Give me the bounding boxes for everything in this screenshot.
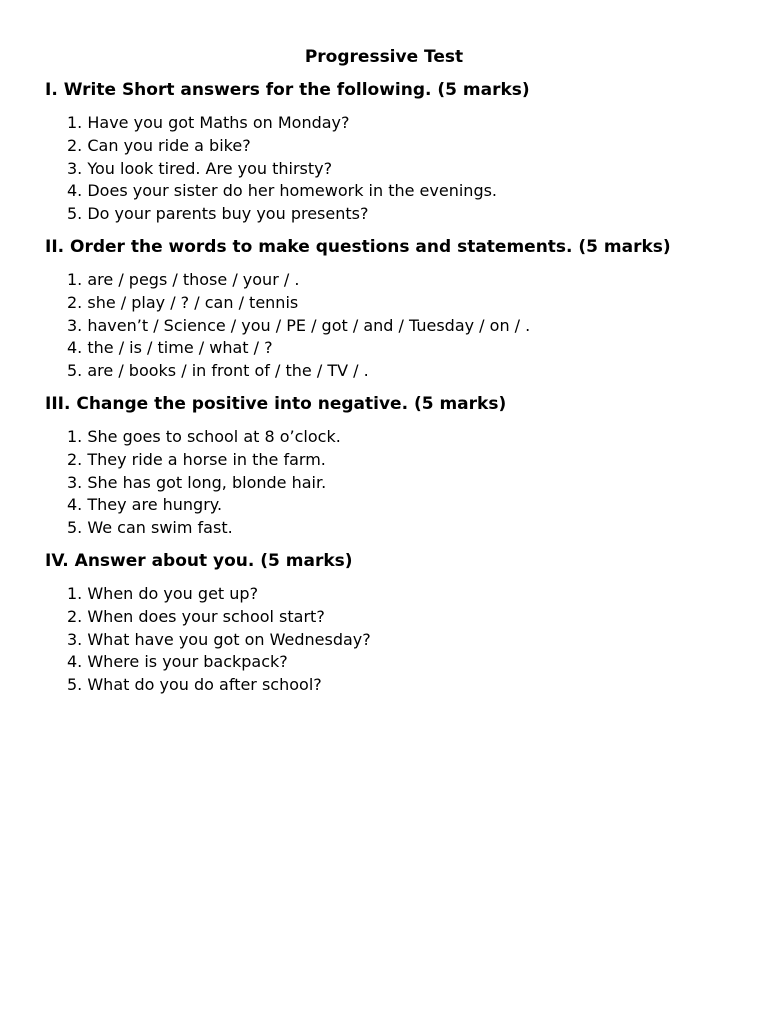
list-item [67,606,745,629]
question-list [67,112,745,226]
item-number: 4. [67,338,83,358]
item-text: are / pegs / those / your / . [87,270,300,289]
item-text: When does your school start? [87,606,325,626]
item-text: What have you got on Wednesday? [87,629,371,649]
item-text: She has got long, blonde hair. [87,472,327,492]
item-number: 1. [67,584,83,603]
item-text: Do your parents buy you presents? [87,204,369,224]
item-number: 3. [67,158,83,178]
list-item [67,583,745,606]
item-text: When do you get up? [87,584,259,603]
list-item [67,517,745,540]
item-text: Have you got Maths on Monday? [87,113,350,132]
item-number: 4. [67,495,83,515]
question-list [67,583,745,697]
list-item [67,269,745,292]
item-text: You look tired. Are you thirsty? [87,158,333,178]
question-list [67,269,745,383]
question-list [67,426,745,540]
item-text: She goes to school at 8 o’clock. [87,427,341,446]
item-text: Can you ride a bike? [87,135,251,155]
item-number: 3. [67,315,83,335]
item-text: They are hungry. [87,495,223,515]
item-text: We can swim fast. [87,518,233,538]
section-2 [45,236,745,383]
item-text: They ride a horse in the farm. [87,449,326,469]
item-number: 5. [67,675,83,695]
section-1 [45,79,745,226]
item-number: 1. [67,427,83,446]
section-3 [45,393,745,540]
item-number: 5. [67,204,83,224]
item-number: 2. [67,135,83,155]
list-item [67,426,745,449]
item-number: 2. [67,606,83,626]
item-text: she / play / ? / can / tennis [87,292,299,312]
section-heading: IV. Answer about you. (5 marks) [45,551,353,571]
item-text: are / books / in front of / the / TV / . [87,361,369,381]
item-number: 2. [67,292,83,312]
item-number: 4. [67,181,83,201]
section-heading: II. Order the words to make questions and statements. (5 marks) [45,237,671,257]
list-item [67,292,745,315]
item-text: Where is your backpack? [87,652,288,672]
item-number: 1. [67,270,83,289]
item-text: What do you do after school? [87,675,322,695]
list-item [67,629,745,652]
item-text: the / is / time / what / ? [87,338,273,358]
list-item [67,135,745,158]
list-item [67,112,745,135]
list-item [67,337,745,360]
list-item [67,494,745,517]
list-item [67,315,745,338]
section-heading: III. Change the positive into negative. (5 marks) [45,394,507,414]
section-4 [45,550,745,697]
item-number: 5. [67,361,83,381]
list-item [67,203,745,226]
item-number: 5. [67,518,83,538]
item-number: 1. [67,113,83,132]
item-number: 3. [67,472,83,492]
list-item [67,472,745,495]
section-heading: I. Write Short answers for the following. (5 marks) [45,80,530,100]
list-item [67,651,745,674]
page-title: Progressive Test [304,47,464,67]
list-item [67,158,745,181]
list-item [67,360,745,383]
list-item [67,674,745,697]
item-text: Does your sister do her homework in the evenings. [87,181,498,201]
item-text: haven’t / Science / you / PE / got / and / Tuesday / on / . [87,315,531,335]
item-number: 2. [67,449,83,469]
list-item [67,180,745,203]
item-number: 3. [67,629,83,649]
item-number: 4. [67,652,83,672]
list-item [67,449,745,472]
